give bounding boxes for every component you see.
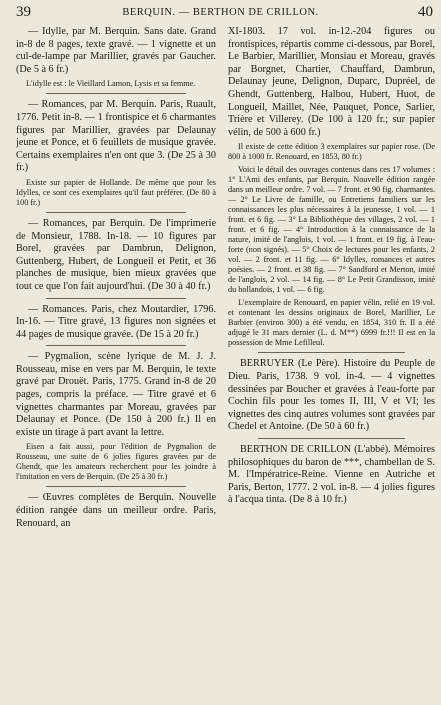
right-column (228, 26, 435, 701)
catalog-note: Existe sur papier de Hollande. De même que pour les Idylles, ce sont ces exemplaires qu'il faut préférer. (De 80 à 100 fr.) (16, 177, 216, 207)
section-divider (46, 486, 186, 487)
section-divider (46, 93, 186, 94)
catalog-note: Il existe de cette édition 3 exemplaires sur papier rose. (De 800 à 1000 fr. Renouard, en 1853, 80 fr.) (228, 142, 435, 162)
section-divider (258, 352, 405, 353)
page-header (0, 0, 441, 24)
catalog-entry: BERTHON DE CRILLON (L'abbé). Mémoires philosophiques du baron de ***, chambellan de S. M. l'Impératrice-Reine. Vienne en Autriche et Paris, Berton, 1777. 2 vol. in-8. — 4 jolies figures à l'acqua tinta. (De 8 à 10 fr.) (228, 443, 435, 506)
catalog-entry: — Idylle, par M. Berquin. Sans date. Grand in-8 de 8 pages, texte gravé. — 1 vignette et un cul-de-lampe par Marillier, gravés par Gaucher. (De 5 à 6 fr.) (16, 26, 216, 75)
catalog-note: Eisen a fait aussi, pour l'édition de Pygmalion de Rousseau, une suite de 6 jolies figures gravées par de Ghendt, que les amateurs recherchent pour les joindre à l'imitation en vers de Berquin. (De 25 à 30 fr.) (16, 442, 216, 482)
running-title: BERQUIN. — BERTHON DE CRILLON. (122, 7, 319, 18)
catalog-entry: BERRUYER (Le Père). Histoire du Peuple de Dieu. Paris, 1738. 9 vol. in-4. — 4 vignettes dessinées par Boucher et gravées à l'eau-forte par Cochin fils pour les tomes II, III, V et VI; les vignettes des cinq autres volumes sont gravées par Chedel et Antoine. (De 50 à 60 fr.) (228, 358, 435, 433)
section-divider (46, 212, 186, 213)
catalog-entry: — Romances. Paris, chez Moutardier, 1796. In-16. — Titre gravé, 13 figures non signées et 44 pages de musique gravée. (De 15 à 20 fr.) (16, 303, 216, 340)
section-divider (46, 345, 186, 346)
catalog-note: L'exemplaire de Renouard, en papier vélin, relié en 19 vol. et contenant les dessins originaux de Borel, Marillier, Le Barbier (environ 300) a été vendu, en 1854, 310 fr. Il a été adjugé le 31 mars dernier (L. d. M**) 6999 fr.!!! Il est en la possession de Mme Lefilleul. (228, 298, 435, 348)
catalog-entry: — Pygmalion, scène lyrique de M. J. J. Rousseau, mise en vers par M. Berquin, le texte gravé par Drouët. Paris, 1775. Grand in-8 de 20 pages, compris la préface. — Titre gravé et 6 vignettes charmantes par Moreau, gravées par Delaunay et Ponce. (De 150 à 200 fr.) Il en existe un tirage à part avant la lettre. (16, 351, 216, 438)
catalog-entry: XI-1803. 17 vol. in-12.-204 figures ou frontispices, répartis comme ci-dessous, par Borel, Le Barbier, Marillier, Monsiau et Moreau, gravés par Borgnet, Chartier, Chauffard, Dambrun, Delaunay jeune, Delignon, Duparc, Dupréel, de Ghendt, Guttenberg, Halbou, Hubert, Huot, de Longueil, Maillet, Née, Pauquet, Ponce, Sarlier, Trière et Villerey. (De 100 à 120 fr.; sur papier vélin, de 500 à 600 fr.) (228, 26, 435, 138)
section-divider (258, 438, 405, 439)
left-column (16, 26, 216, 701)
page-number-right: 40 (418, 4, 433, 20)
catalog-entry: — Romances, par M. Berquin. Paris, Ruault, 1776. Petit in-8. — 1 frontispice et 6 charmantes figures par Marillier, gravées par Delaunay jeune et Ponce, et 6 feuillets de musique gravée. Certains exemplaires n'en ont que 3. (De 25 à 30 fr.) (16, 99, 216, 174)
catalog-entry: — Œuvres complètes de Berquin. Nouvelle édition rangée dans un meilleur ordre. Paris, Renouard, an (16, 492, 216, 529)
section-divider (46, 298, 186, 299)
catalog-note: Voici le détail des ouvrages contenus dans ces 17 volumes : 1° L'Ami des enfants, par Berquin. Nouvelle édition rangée dans un meilleur ordre. 7 vol. — 7 front. et 90 fig. charmantes. — 2° Le Livre de famille, ou Entretiens familiers sur les connaissances les plus nécessaires à la jeunesse, 1 vol. — 1 front. et 6 fig. — 3° La Bibliothèque des villages, 2 vol. — 1 front. et 6 fig. — 4° Introduction à la connaissance de la nature, imité de l'anglois, 1 vol. — 1 front. et 19 fig. à l'eau-forte (non signés). — 5° Choix de lectures pour les enfants, 2 vol. — 2 front. et 11 fig. — 6° Idylles, romances et autres poésies. — 2 front. et 38 fig. — 7° Sandford et Merton, imité de l'anglois, 2 vol. — 14 fig. — 8° Le Petit Grandisson, imité du hollandois, 1 vol. — 6 fig. (228, 165, 435, 295)
page-number-left: 39 (16, 4, 31, 20)
catalog-note: L'idylle est : le Vieillard Lamon, Lysis et sa femme. (26, 79, 196, 89)
catalog-entry: — Romances, par Berquin. De l'imprimerie de Monsieur, 1788. In-18. — 10 figures par Borel, gravées par Dambrun, Delignon, Guttenberg, Hubert, de Longueil et Petit, et 36 planches de musique, bien mieux gravées que tout ce que l'on fait aujourd'hui. (De 30 à 40 fr.) (16, 217, 216, 292)
